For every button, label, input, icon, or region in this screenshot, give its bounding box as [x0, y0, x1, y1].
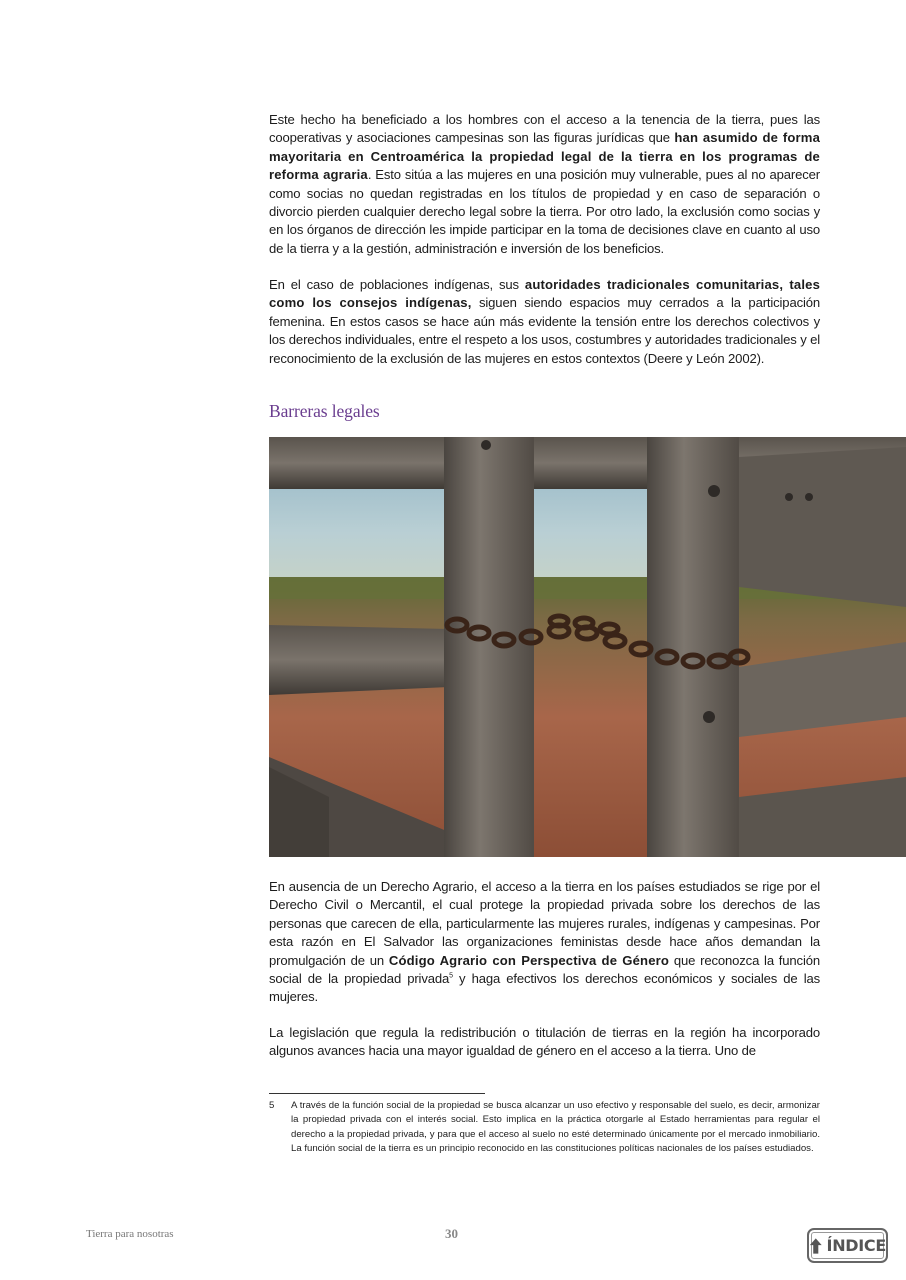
- index-button[interactable]: [807, 1228, 888, 1263]
- arrow-up-icon: [809, 1236, 823, 1256]
- paragraph-cooperatives: [269, 111, 820, 258]
- text: y haga efectivos los derechos económicos y sociales de las mujeres.: [269, 971, 820, 1005]
- text: que reconozca la función social de la propiedad privada: [269, 952, 820, 987]
- index-label: ÍNDICE: [826, 1236, 886, 1255]
- page-number: 30: [445, 1226, 458, 1241]
- paragraph-indigenous: [269, 276, 820, 368]
- text: siguen siendo espacios muy cerrados a la participación femenina. En estos casos se hace aún más evidente la tensión entre los derechos colectivos y los derechos individuales, entre el respeto a los usos, costumbres y autoridades tradicionales y el reconocimiento de la exclusión de las mujeres en estos contextos (Deere y León 2002).: [269, 295, 820, 366]
- paragraph-legislation: [269, 1024, 820, 1061]
- footnote: [269, 1099, 820, 1157]
- footnote-divider: [269, 1093, 485, 1094]
- footnote-ref[interactable]: 5: [449, 972, 453, 980]
- footnote-number: 5: [269, 1100, 275, 1111]
- post-right: [647, 437, 739, 857]
- bold-text: Código Agrario con Perspectiva de Género: [388, 952, 670, 968]
- footer-title: Tierra para nosotras: [86, 1228, 174, 1240]
- bold-text: autoridades tradicionales comunitarias, tales como los consejos indígenas,: [269, 277, 820, 311]
- post-left: [444, 437, 534, 857]
- text: En el caso de poblaciones indígenas, sus: [269, 277, 525, 292]
- gate-photo: [269, 437, 906, 857]
- paragraph-agrarian-law: [269, 878, 820, 1007]
- footnote-text: A través de la función social de la propiedad se busca alcanzar un uso efectivo y responsable del suelo, es decir, armonizar la propiedad privada con el interés social. Esto implica en la práctica otorgarle al Estado herramientas para regular el derecho a la propiedad privada, y para que el acceso al suelo no esté determinado únicamente por el mercado inmobiliario. La función social de la tierra es un principio reconocido en las constituciones políticas nacionales de los países estudiados.: [291, 1100, 820, 1155]
- text: La legislación que regula la redistribución o titulación de tierras en la región ha incorporado algunos avances hacia una mayor igualdad de género en el acceso a la tierra. Uno de: [269, 1025, 820, 1059]
- section-heading: Barreras legales: [269, 401, 380, 421]
- text: . Esto sitúa a las mujeres en una posición muy vulnerable, pues al no aparecer como socias no quedan registradas en los títulos de propiedad y en caso de separación o divorcio pierden cualquier derecho legal sobre la tierra. Por otro lado, la exclusión como socias y en los órganos de dirección les impide participar en la toma de decisiones clave en cuanto al uso de la tierra y a la gestión, administración e inversión de los beneficios.: [269, 167, 820, 256]
- text: Este hecho ha beneficiado a los hombres con el acceso a la tenencia de la tierra, pues las cooperativas y asociaciones campesinas son las figuras jurídicas que: [269, 112, 820, 146]
- text: En ausencia de un Derecho Agrario, el acceso a la tierra en los países estudiados se rige por el Derecho Civil o Mercantil, el cual protege la propiedad privada sobre los derechos de las personas que carecen de ella, particularmente las mujeres rurales, indígenas y campesinas. Por esta razón en El Salvador las organizaciones feministas desde hace años demandan la promulgación de un: [269, 879, 820, 968]
- bold-text: han asumido de forma mayoritaria en Centroamérica la propiedad legal de la tierra en los programas de reforma agraria: [269, 130, 820, 183]
